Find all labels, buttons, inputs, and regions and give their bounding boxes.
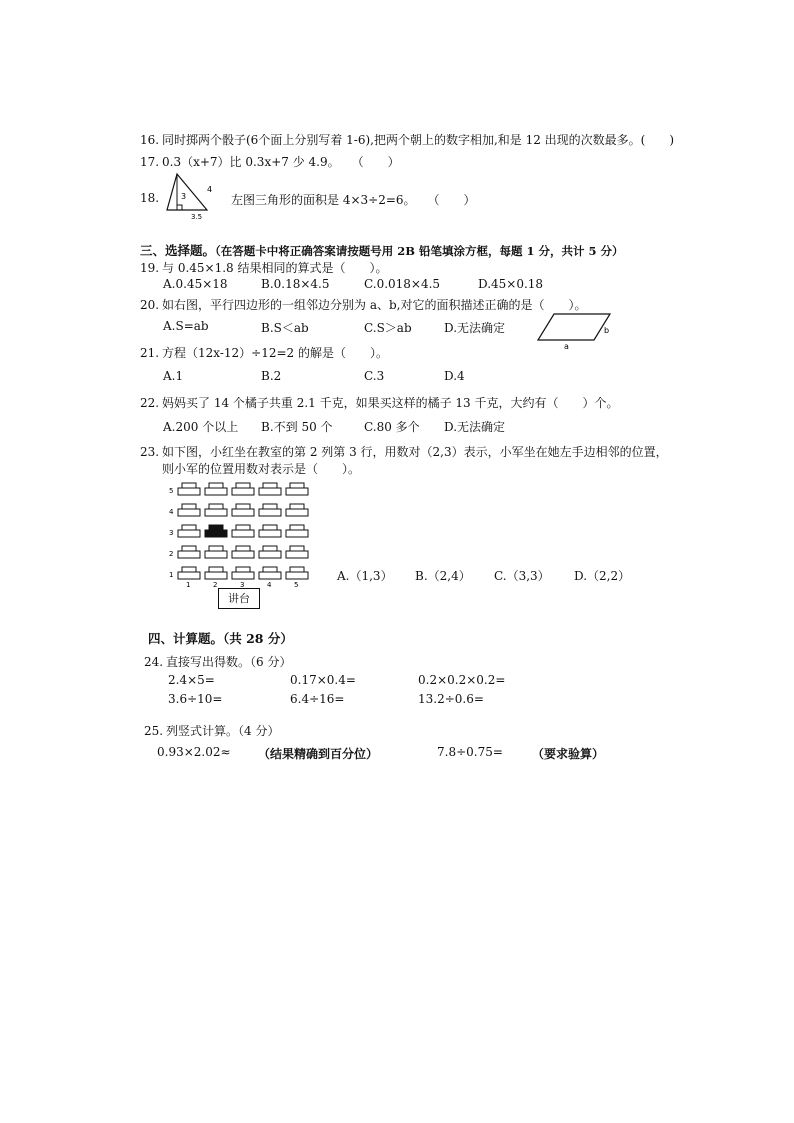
seat bbox=[205, 504, 227, 516]
seat bbox=[259, 546, 281, 558]
col-label-1: 1 bbox=[186, 581, 191, 589]
option-a: A.S=ab bbox=[163, 319, 209, 333]
option-c: C.3 bbox=[364, 369, 385, 383]
seat bbox=[286, 525, 308, 537]
row-label-4: 4 bbox=[169, 508, 174, 516]
option-b: B.2 bbox=[261, 369, 282, 383]
question-17 bbox=[140, 153, 400, 170]
question-25 bbox=[144, 722, 279, 739]
section-title: 三、选择题。 bbox=[140, 243, 216, 258]
option-d: D.45×0.18 bbox=[478, 277, 544, 291]
section-3-heading bbox=[140, 241, 624, 259]
col-label-3: 3 bbox=[240, 581, 245, 589]
question-number: 16. bbox=[140, 133, 160, 147]
seat bbox=[232, 567, 254, 579]
option-c: C.（3,3） bbox=[494, 569, 550, 583]
question-text: 列竖式计算。（4 分） bbox=[166, 724, 280, 738]
calc-item: 6.4÷16= bbox=[290, 692, 345, 706]
question-text: 妈妈买了 14 个橘子共重 2.1 千克，如果买这样的橘子 13 千克，大约有（ ）个。 bbox=[162, 396, 619, 410]
question-18-number bbox=[140, 191, 162, 205]
seat bbox=[232, 546, 254, 558]
option-d: D.4 bbox=[444, 369, 465, 383]
question-text: 直接写出得数。（6 分） bbox=[166, 655, 292, 669]
section-4-heading: 四、计算题。（共 28 分） bbox=[148, 631, 293, 646]
seat bbox=[286, 567, 308, 579]
vertical-calc-item-2: 7.8÷0.75= bbox=[437, 745, 503, 759]
question-number: 21. bbox=[140, 346, 160, 360]
question-number: 20. bbox=[140, 298, 160, 312]
option-a: A.1 bbox=[163, 369, 184, 383]
calc-item: 2.4×5= bbox=[168, 673, 215, 687]
seat bbox=[286, 483, 308, 495]
row-label-3: 3 bbox=[169, 529, 174, 537]
question-23-line-2: 则小军的位置用数对表示是（ ）。 bbox=[162, 462, 361, 476]
question-23 bbox=[140, 443, 668, 460]
seat bbox=[232, 504, 254, 516]
triangle-figure bbox=[163, 170, 223, 222]
question-number: 19. bbox=[140, 261, 160, 275]
option-c: C.S＞ab bbox=[364, 321, 412, 335]
calc-item: 3.6÷10= bbox=[168, 692, 223, 706]
seat bbox=[259, 567, 281, 579]
option-b: B.S＜ab bbox=[261, 321, 309, 335]
option-b: B.（2,4） bbox=[415, 569, 471, 583]
question-20 bbox=[140, 296, 586, 313]
option-b: B.不到 50 个 bbox=[261, 420, 333, 434]
question-number: 25. bbox=[144, 724, 164, 738]
row-label-2: 2 bbox=[169, 550, 174, 558]
question-text-line-1: 如下图，小红坐在教室的第 2 列第 3 行，用数对（2,3）表示，小军坐在她左手边相邻的位置， bbox=[162, 445, 668, 459]
col-label-5: 5 bbox=[294, 581, 299, 589]
question-number: 23. bbox=[140, 445, 160, 459]
option-d: D.（2,2） bbox=[574, 569, 631, 583]
question-19 bbox=[140, 259, 388, 276]
triangle-base-label: 3.5 bbox=[191, 213, 203, 221]
triangle-height-label: 3 bbox=[181, 192, 187, 201]
seat bbox=[178, 546, 200, 558]
seat bbox=[232, 525, 254, 537]
question-text: 与 0.45×1.8 结果相同的算式是（ ）。 bbox=[162, 261, 388, 275]
section-note: （在答题卡中将正确答案请按题号用 2B 铅笔填涂方框，每题 1 分，共计 5 分） bbox=[215, 244, 624, 258]
vertical-calc-note-2: （要求验算） bbox=[532, 747, 605, 761]
seat bbox=[178, 567, 200, 579]
parallelogram-b-label: b bbox=[604, 326, 610, 335]
question-21 bbox=[140, 344, 388, 361]
option-b: B.0.18×4.5 bbox=[261, 277, 330, 291]
question-text: 0.3（x+7）比 0.3x+7 少 4.9。 （ ） bbox=[162, 155, 400, 169]
calc-item: 0.2×0.2×0.2= bbox=[418, 673, 506, 687]
question-18-text: 左图三角形的面积是 4×3÷2=6。 （ ） bbox=[231, 193, 476, 207]
question-text: 同时掷两个骰子(6个面上分别写着 1-6),把两个朝上的数字相加,和是 12 出现的次数最多。( ) bbox=[162, 133, 675, 147]
question-16 bbox=[140, 131, 674, 148]
row-label-5: 5 bbox=[169, 487, 174, 495]
calc-item: 0.17×0.4= bbox=[290, 673, 356, 687]
seat bbox=[205, 567, 227, 579]
seat-xiaohong bbox=[205, 525, 227, 537]
question-number: 18. bbox=[140, 191, 160, 205]
vertical-calc-note-1: （结果精确到百分位） bbox=[258, 747, 379, 761]
vertical-calc-item-1: 0.93×2.02≈ bbox=[157, 745, 231, 759]
seat bbox=[259, 525, 281, 537]
seat bbox=[205, 546, 227, 558]
triangle-side-label: 4 bbox=[207, 185, 213, 194]
parallelogram-a-label: a bbox=[564, 342, 569, 350]
seat bbox=[232, 483, 254, 495]
seat bbox=[286, 504, 308, 516]
option-c: C.80 多个 bbox=[364, 420, 420, 434]
option-d: D.无法确定 bbox=[444, 420, 506, 434]
seat bbox=[178, 525, 200, 537]
question-number: 24. bbox=[144, 655, 164, 669]
col-label-2: 2 bbox=[213, 581, 218, 589]
parallelogram-figure bbox=[534, 310, 616, 350]
option-a: A.（1,3） bbox=[337, 569, 393, 583]
podium-box: 讲台 bbox=[218, 588, 260, 609]
question-number: 17. bbox=[140, 155, 160, 169]
seat bbox=[259, 483, 281, 495]
calc-item: 13.2÷0.6= bbox=[418, 692, 484, 706]
row-label-1: 1 bbox=[169, 571, 174, 579]
option-d: D.无法确定 bbox=[444, 321, 506, 335]
option-c: C.0.018×4.5 bbox=[364, 277, 441, 291]
col-label-4: 4 bbox=[267, 581, 272, 589]
option-a: A.0.45×18 bbox=[163, 277, 228, 291]
seat bbox=[286, 546, 308, 558]
question-number: 22. bbox=[140, 396, 160, 410]
option-a: A.200 个以上 bbox=[163, 420, 239, 434]
question-text: 方程（12x-12）÷12=2 的解是（ ）。 bbox=[162, 346, 388, 360]
question-24 bbox=[144, 653, 291, 670]
question-text: 如右图，平行四边形的一组邻边分别为 a、b,对它的面积描述正确的是（ ）。 bbox=[162, 298, 587, 312]
question-22 bbox=[140, 394, 619, 411]
seat bbox=[178, 483, 200, 495]
seat bbox=[259, 504, 281, 516]
seat bbox=[178, 504, 200, 516]
seat bbox=[205, 483, 227, 495]
